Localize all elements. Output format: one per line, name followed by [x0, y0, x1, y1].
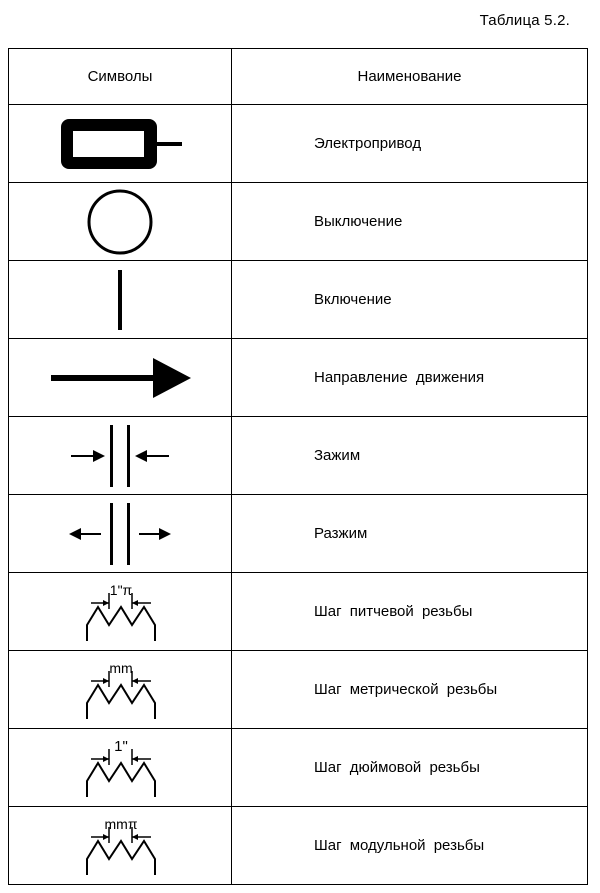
direction-arrow-icon — [45, 355, 195, 401]
thread-label: mm — [109, 659, 133, 676]
table-row — [9, 417, 588, 495]
pitch-thread-icon — [75, 579, 165, 645]
module-thread-icon — [75, 813, 165, 879]
inch-thread-icon — [75, 735, 165, 801]
name-cell: Шаг питчевой резьбы — [232, 573, 588, 651]
table-row — [9, 573, 588, 651]
table-caption: Таблица 5.2. — [479, 12, 570, 29]
symbol-cell — [9, 729, 232, 807]
symbols-table — [8, 48, 588, 885]
name-cell: Направление движения — [232, 339, 588, 417]
symbol-cell — [9, 105, 232, 183]
name-cell: Электропривод — [232, 105, 588, 183]
name-cell: Разжим — [232, 495, 588, 573]
name-cell: Выключение — [232, 183, 588, 261]
name-cell: Зажим — [232, 417, 588, 495]
clamp-icon — [65, 423, 175, 489]
table-row — [9, 183, 588, 261]
table-row — [9, 261, 588, 339]
thread-label: 1"π — [109, 581, 133, 598]
symbol-cell — [9, 417, 232, 495]
table-header-row — [9, 49, 588, 105]
table-row — [9, 651, 588, 729]
thread-label: mmπ — [104, 815, 138, 832]
switch-off-icon — [80, 185, 160, 259]
table-row — [9, 105, 588, 183]
name-cell: Включение — [232, 261, 588, 339]
header-symbols: Символы — [9, 49, 232, 105]
symbol-cell — [9, 651, 232, 729]
unclamp-icon — [65, 501, 175, 567]
name-cell: Шаг метрической резьбы — [232, 651, 588, 729]
symbol-cell — [9, 261, 232, 339]
name-cell: Шаг модульной резьбы — [232, 807, 588, 885]
symbol-cell — [9, 807, 232, 885]
symbol-cell — [9, 495, 232, 573]
electric-drive-icon — [50, 109, 190, 179]
table-row — [9, 729, 588, 807]
symbol-cell — [9, 573, 232, 651]
thread-label: 1" — [114, 737, 128, 755]
switch-on-icon — [110, 268, 130, 332]
table-row — [9, 495, 588, 573]
metric-thread-icon — [75, 657, 165, 723]
symbol-cell — [9, 183, 232, 261]
table-row — [9, 339, 588, 417]
table-row — [9, 807, 588, 885]
header-name: Наименование — [232, 49, 588, 105]
symbol-cell — [9, 339, 232, 417]
name-cell: Шаг дюймовой резьбы — [232, 729, 588, 807]
